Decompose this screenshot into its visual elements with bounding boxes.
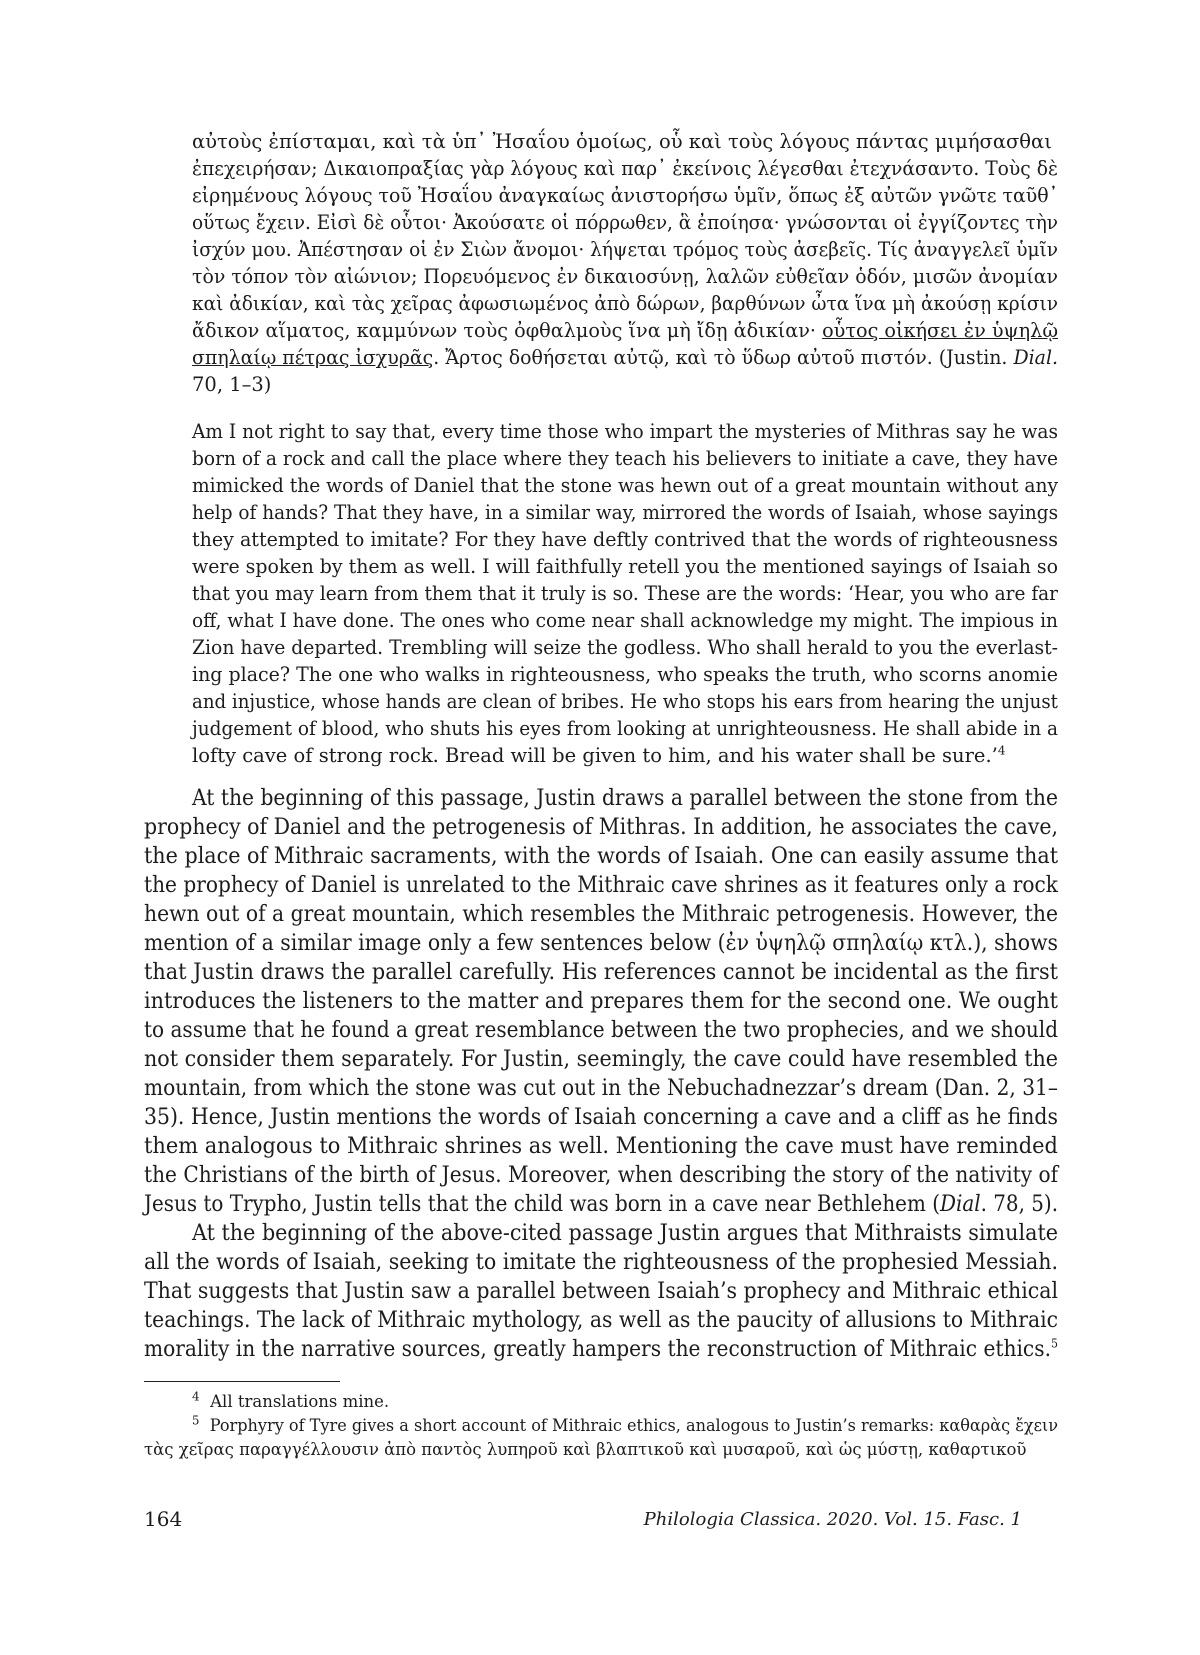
footnote-marker: 4 xyxy=(997,743,1006,758)
footnote-text: All translations mine. xyxy=(210,1392,390,1411)
body-line: prophecy of Daniel and the petrogenesis of Mithras. In addition, he associates the cave, xyxy=(144,815,1059,840)
footnote-text: Porphyry of Tyre gives a short account of Mithraic ethics, analogous to Justin’s remarks: καθαρὰς ἔχειν xyxy=(209,1416,1059,1435)
translation-line: help of hands? That they have, in a similar way, mirrored the words of Isaiah, whose sayings xyxy=(192,501,1059,524)
greek-line-text: . Ἄρτος δοθήσεται αὐτῷ, καὶ τὸ ὕδωρ αὐτοῦ πιστόν. (Justin. xyxy=(433,346,1008,369)
dial-abbrev: Dial. xyxy=(1013,346,1059,369)
body-line: the place of Mithraic sacraments, with the words of Isaiah. One can easily assume that xyxy=(144,844,1059,869)
body-line: At the beginning of this passage, Justin draws a parallel between the stone from the xyxy=(192,786,1058,811)
translation-line: they attempted to imitate? For they have deftly contrived that the words of righteousness xyxy=(192,528,1058,551)
greek-line: καὶ ἀδικίαν, καὶ τὰς χεῖρας ἀφωσιωμένος ἀπὸ δώρων, βαρθύνων ὦτα ἵνα μὴ ἀκούσῃ κρίσιν xyxy=(192,292,1059,315)
body-line: mention of a similar image only a few sentences below (ἐν ὑψηλῷ σπηλαίῳ κτλ.), shows xyxy=(144,931,1059,956)
body-line: introduces the listeners to the matter and prepares them for the second one. We ought xyxy=(144,989,1058,1014)
footnote-number: 4 xyxy=(192,1389,200,1404)
translation-line: ing place? The one who walks in righteousness, who speaks the truth, who scorns anomie xyxy=(192,663,1058,686)
translation-line xyxy=(192,744,1005,767)
body-line: the Christians of the birth of Jesus. Moreover, when describing the story of the nativity of xyxy=(144,1163,1059,1188)
body-line: them analogous to Mithraic shrines as well. Mentioning the cave must have reminded xyxy=(144,1134,1058,1159)
underlined-phrase: σπηλαίῳ πέτρας ἰσχυρᾶς xyxy=(192,346,434,369)
greek-line: οὕτως ἔχειν. Εἰσὶ δὲ οὗτοι· Ἀκούσατε οἱ πόρρωθεν, ἃ ἐποίησα· γνώσονται οἱ ἐγγίζοντες τὴν xyxy=(192,211,1059,234)
translation-line: were spoken by them as well. I will faithfully retell you the mentioned sayings of Isaiah so xyxy=(192,555,1059,578)
translation-line: born of a rock and call the place where they teach his believers to initiate a cave, they have xyxy=(192,447,1058,470)
body-line: to assume that he found a great resemblance between the two prophecies, and we should xyxy=(144,1018,1059,1043)
translation-line: and injustice, whose hands are clean of bribes. He who stops his ears from hearing the unjust xyxy=(192,690,1058,713)
footnote-marker: 5 xyxy=(1050,1336,1058,1351)
body-line xyxy=(144,1337,1058,1362)
footnote-5-cont: τὰς χεῖρας παραγγέλλουσιν ἀπὸ παντὸς λυπηροῦ καὶ βλαπτικοῦ καὶ μυσαροῦ, καὶ ὡς μύστῃ, καθαρτικοῦ xyxy=(144,1440,1027,1459)
greek-line: εἰρημένους λόγους τοῦ Ἠσαΐου ἀναγκαίως ἀνιστορήσω ὑμῖν, ὅπως ἐξ αὐτῶν γνῶτε ταῦθ᾽ xyxy=(192,184,1059,207)
body-line-text: . 78, 5). xyxy=(980,1192,1059,1217)
page-number: 164 xyxy=(144,1507,183,1531)
greek-line xyxy=(192,346,1058,369)
footnote-4 xyxy=(192,1389,390,1411)
greek-line xyxy=(192,319,1058,342)
journal-title: Philologia Classica. 2020. Vol. 15. Fasc. 1 xyxy=(643,1509,1022,1530)
footnote-divider xyxy=(144,1381,340,1382)
body-line-text: Jesus to Trypho, Justin tells that the child was born in a cave near Bethlehem ( xyxy=(144,1192,940,1217)
translation-line: off, what I have done. The ones who come near shall acknowledge my might. The impious in xyxy=(192,609,1058,632)
body-line: 35). Hence, Justin mentions the words of Isaiah concerning a cave and a cliff as he finds xyxy=(144,1105,1058,1130)
greek-line: τὸν τόπον τὸν αἰώνιον; Πορευόμενος ἐν δικαιοσύνῃ, λαλῶν εὐθεῖαν ὁδόν, μισῶν ἀνομίαν xyxy=(192,265,1058,288)
greek-line: ἐπεχειρήσαν; Δικαιοπραξίας γὰρ λόγους καὶ παρ᾽ ἐκείνοις λέγεσθαι ἐτεχνάσαντο. Τοὺς δὲ xyxy=(192,157,1058,180)
greek-line-text: ἄδικον αἵματος, καμμύνων τοὺς ὀφθαλμοὺς ἵνα μὴ ἴδῃ ἀδικίαν· xyxy=(192,319,817,342)
body-line: not consider them separately. For Justin, seemingly, the cave could have resembled the xyxy=(144,1047,1059,1072)
body-line: That suggests that Justin saw a parallel between Isaiah’s prophecy and Mithraic ethical xyxy=(144,1279,1059,1304)
translation-line: mimicked the words of Daniel that the stone was hewn out of a great mountain without any xyxy=(192,474,1059,497)
body-line: all the words of Isaiah, seeking to imitate the righteousness of the prophesied Messiah. xyxy=(144,1250,1058,1275)
translation-line: Am I not right to say that, every time those who impart the mysteries of Mithras say he was xyxy=(192,420,1059,443)
footnote-number: 5 xyxy=(192,1413,200,1428)
greek-line: αὐτοὺς ἐπίσταμαι, καὶ τὰ ὑπ᾽ Ἠσαΐου ὁμοίως, οὗ καὶ τοὺς λόγους πάντας μιμήσασθαι xyxy=(192,130,1052,153)
body-line: the prophecy of Daniel is unrelated to the Mithraic cave shrines as it features only a rock xyxy=(144,873,1059,898)
greek-reference: 70, 1–3) xyxy=(192,373,272,396)
body-line: hewn out of a great mountain, which resembles the Mithraic petrogenesis. However, the xyxy=(144,902,1058,927)
greek-line: ἰσχύν μου. Ἀπέστησαν οἱ ἐν Σιὼν ἄνομοι· λήψεται τρόμος τοὺς ἀσεβεῖς. Τίς ἀναγγελεῖ ὑμῖν xyxy=(192,238,1059,261)
body-line-text: morality in the narrative sources, greatly hampers the reconstruction of Mithraic ethics. xyxy=(144,1337,1051,1362)
body-line: teachings. The lack of Mithraic mythology, as well as the paucity of allusions to Mithraic xyxy=(144,1308,1059,1333)
body-line xyxy=(144,1192,1058,1217)
body-line: mountain, from which the stone was cut out in the Nebuchadnezzar’s dream (Dan. 2, 31– xyxy=(144,1076,1058,1101)
translation-line: judgement of blood, who shuts his eyes from looking at unrighteousness. He shall abide in a xyxy=(192,717,1058,740)
translation-line: Zion have departed. Trembling will seize the godless. Who shall herald to you the everlast- xyxy=(192,636,1059,659)
dial-abbrev: Dial xyxy=(939,1192,981,1217)
body-line: that Justin draws the parallel carefully. His references cannot be incidental as the first xyxy=(144,960,1058,985)
translation-line-text: lofty cave of strong rock. Bread will be given to him, and his water shall be sure.’ xyxy=(192,744,998,767)
translation-line: that you may learn from them that it truly is so. These are the words: ‘Hear, you who are far xyxy=(192,582,1059,605)
underlined-phrase: οὗτος οἰκήσει ἐν ὑψηλῷ xyxy=(822,319,1058,342)
footnote-5 xyxy=(192,1413,1059,1435)
body-line: At the beginning of the above-cited passage Justin argues that Mithraists simulate xyxy=(192,1221,1059,1246)
